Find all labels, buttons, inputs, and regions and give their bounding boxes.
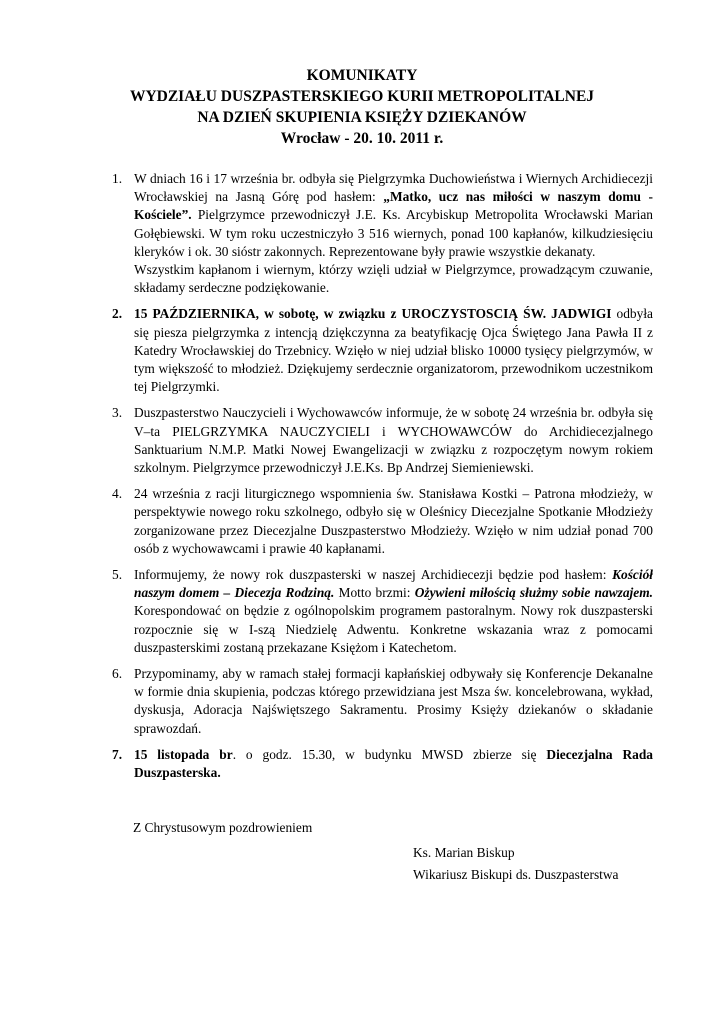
item-2-heading: 15 PAŹDZIERNIKA, w sobotę, w związku z UROCZYSTOSCIĄ ŚW. JADWIGI — [134, 306, 612, 322]
announcement-item-4 — [112, 485, 653, 558]
item-number: 1. — [112, 171, 123, 186]
item-1-text-end: Pielgrzymce przewodniczył J.E. Ks. Arcybiskup Metropolita Wrocławski Marian Gołębiewski. W tym roku uczestniczyło 3 516 wiernych, ponad 100 kapłanów, kilkudziesięciu kleryków i ok. 30 sióstr zakonnych. Reprezentowane były prawie wszystkie dekanaty. — [134, 207, 653, 259]
item-6-text: Przypominamy, aby w ramach stałej formacji kapłańskiej odbywały się Konferencje Dekanalne w formie dnia skupienia, podczas którego przewidziana jest Msza św. koncelebrowana, wykład, dyskusja, Adoracja Najświętszego Sakramentu. Prosimy Księży dziekanów o składanie sprawozdań. — [134, 666, 653, 736]
announcement-item-6 — [112, 665, 653, 738]
closing-greeting: Z Chrystusowym pozdrowieniem — [133, 820, 313, 835]
item-number: 2. — [112, 306, 123, 322]
signature-name: Ks. Marian Biskup — [413, 845, 515, 860]
item-1-motto: „Matko, ucz nas miłości w naszym domu - Kościele”. — [134, 189, 653, 223]
header-title: KOMUNIKATY — [306, 67, 418, 84]
document-header — [0, 65, 724, 149]
item-2-text: odbyła się piesza pielgrzymka z intencją dziękczynna za beatyfikację Ojca Świętego Jana Pawła II z Katedry Wrocławskiej do Trzebnicy. Wzięło w niej udział blisko 10000 tysięcy pielgrzymów, w tym większość to młodzież. Dziękujemy serdecznie organizatorom, przewodnikom uczestnikom tej Pielgrzymki. — [134, 306, 653, 395]
item-7-text: . o godz. 15.30, w budynku MWSD zbierze się — [232, 746, 547, 762]
item-5-slogan: Kościół naszym domem – Diecezja Rodziną. — [134, 567, 653, 601]
signature-title: Wikariusz Biskupi ds. Duszpasterstwa — [413, 867, 619, 882]
item-3-text: Duszpasterstwo Nauczycieli i Wychowawców informuje, że w sobotę 24 września br. odbyła się V–ta PIELGRZYMKA NAUCZYCIELI i WYCHOWAWCÓW do Archidiecezjalnego Sanktuarium N.M.P. Matki Nowej Ewangelizacji w związku z rozpoczętym nowym rokiem szkolnym. Pielgrzymce przewodniczył J.E.Ks. Bp Andrzej Siemieniewski. — [134, 405, 653, 476]
header-department: WYDZIAŁU DUSZPASTERSKIEGO KURII METROPOLITALNEJ — [129, 88, 595, 105]
header-occasion: NA DZIEŃ SKUPIENIA KSIĘŻY DZIEKANÓW — [197, 109, 527, 126]
item-5-text-middle: Motto brzmi: — [334, 585, 415, 601]
item-number: 7. — [112, 746, 123, 762]
item-number: 5. — [112, 567, 123, 583]
announcement-item-2 — [112, 305, 653, 396]
item-number: 3. — [112, 405, 123, 421]
item-number: 4. — [112, 486, 123, 502]
item-5-text-end: Korespondować on będzie z ogólnopolskim programem pastoralnym. Nowy rok duszpasterski rozpocznie się w I-szą Niedzielę Adwentu. Konkretne wskazania wraz z pomocami duszpasterskimi zostaną przekazane Księżom i Katechetom. — [134, 603, 653, 655]
item-1-thanks: Wszystkim kapłanom i wiernym, którzy wzięli udział w Pielgrzymce, prowadzącym czuwanie, składamy serdeczne podziękowanie. — [134, 262, 653, 296]
announcement-item-1 — [112, 170, 653, 297]
item-5-motto: Ożywieni miłością służmy sobie nawzajem. — [414, 585, 653, 601]
item-7-council: Diecezjalna Rada Duszpasterska. — [134, 746, 653, 781]
item-7-date: 15 listopada br — [134, 746, 233, 762]
item-number: 6. — [112, 666, 123, 682]
announcement-item-7 — [112, 746, 653, 782]
item-5-text-start: Informujemy, że nowy rok duszpasterski w naszej Archidiecezji będzie pod hasłem: — [134, 567, 613, 583]
signature-block — [413, 842, 619, 886]
announcement-item-5 — [112, 566, 653, 657]
item-4-text: 24 września z racji liturgicznego wspomnienia św. Stanisława Kostki – Patrona młodzieży, w perspektywie nowego roku szkolnego, odbyło się w Oleśnicy Diecezjalne Spotkanie Młodzieży zorganizowane przez Diecezjalne Duszpasterstwo Młodzieży. Wzięło w nim udział ponad 700 osób z wychowawcami i prawie 40 kapłanami. — [134, 486, 653, 556]
header-date: Wrocław - 20. 10. 2011 r. — [280, 130, 444, 147]
item-1-text-start: W dniach 16 i 17 września br. odbyła się Pielgrzymka Duchowieństwa i Wiernych Archidiecezji Wrocławskiej na Jasną Górę pod hasłem: — [134, 171, 653, 205]
announcement-list — [112, 170, 653, 790]
announcement-item-3 — [112, 404, 653, 477]
